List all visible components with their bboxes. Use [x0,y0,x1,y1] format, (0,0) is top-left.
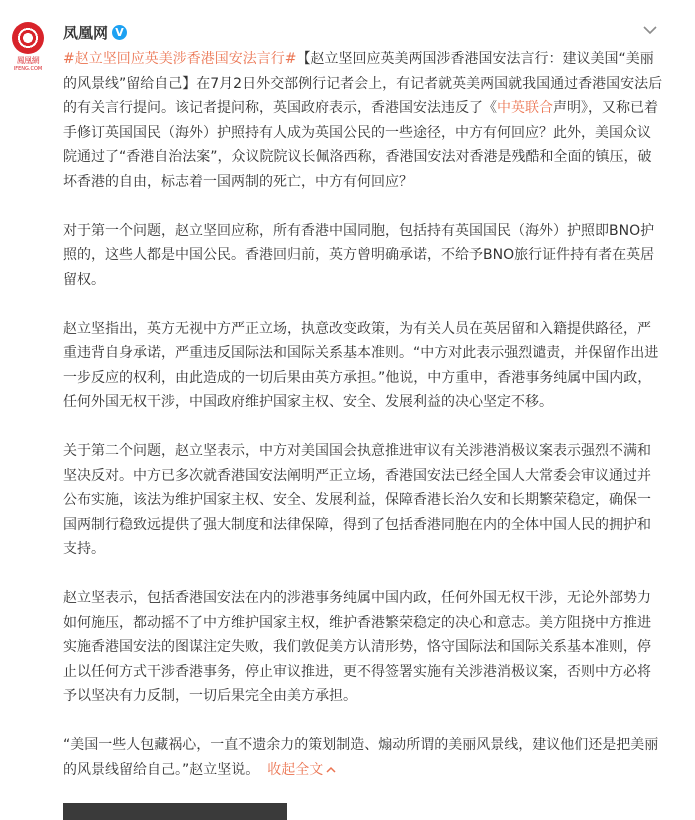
post-paragraph-1 [63,47,663,194]
paragraph-text: “美国一些人包藏祸心，一直不遗余力的策划制造、煽动所谓的美丽风景线，建议他们还是把美丽的风景线留给自己。”赵立坚说。 [63,737,659,778]
avatar-logo-subtext: IFENG.COM [13,66,43,72]
phoenix-logo-icon [12,22,44,54]
post-content [63,47,663,782]
post-image-thumbnail[interactable] [63,803,287,820]
post-header [63,22,127,42]
post-paragraph-6 [63,733,663,782]
author-name[interactable]: 凤凰网 [63,23,109,42]
collapse-full-text-link[interactable] [267,762,337,778]
post-paragraph-3: 赵立坚指出，英方无视中方严正立场，执意改变政策，为有关人员在英居留和入籍提供路径，严重违背自身承诺，严重违反国际法和国际关系基本准则。“中方对此表示强烈谴责，并保留作出进一步反应的权利，由此造成的一切后果由英方承担。”他说，中方重申，香港事务纯属中国内政，任何外国无权干涉，中国政府维护国家主权、安全、发展利益的决心坚定不移。 [63,320,659,410]
topic-link[interactable]: #赵立坚回应英美涉香港国安法言行# [63,51,297,67]
chevron-up-icon [325,765,337,775]
collapse-label: 收起全文 [267,761,324,778]
keyword-link[interactable]: 中英联合 [497,100,553,116]
avatar-logo-text: 鳳凰網 [16,56,40,65]
paragraph-text: 【赵立坚回应英美两国涉香港国安法言行：建议美国“美丽的风景线”留给自己】在7月2日外交部例行记者会上，有记者就英美两国就我国通过香港国安法后的有关言行提问。该记者提问称，英国政府表示，香港国安法违反了《 [63,51,663,116]
post-paragraph-2: 对于第一个问题，赵立坚回应称，所有香港中国同胞，包括持有英国国民（海外）护照即BNO护照的，这些人都是中国公民。香港回归前，英方曾明确承诺，不给予BNO旅行证件持有者在英居留权。 [63,222,655,288]
post-paragraph-4: 关于第二个问题，赵立坚表示，中方对美国国会执意推进审议有关涉港消极议案表示强烈不满和坚决反对。中方已多次就香港国安法阐明严正立场，香港国安法已经全国人大常委会审议通过并公布实施，该法为维护国家主权、安全、发展利益，保障香港长治久安和长期繁荣稳定，确保一国两制行稳致远提供了强大制度和法律保障，得到了包括香港同胞在内的全体中国人民的拥护和支持。 [63,443,651,557]
post-paragraph-5: 赵立坚表示，包括香港国安法在内的涉港事务纯属中国内政，任何外国无权干涉，无论外部势力如何施压，都动摇不了中方维护国家主权，维护香港繁荣稳定的决心和意志。美方阻挠中方推进实施香港国安法的图谋注定失败，我们敦促美方认清形势，恪守国际法和国际关系基本准则，停止以任何方式干涉香港事务，停止审议推进，更不得签署实施有关涉港消极议案，否则中方必将予以坚决有力反制，一切后果完全由美方承担。 [63,590,651,704]
verified-badge-icon: V [112,25,127,40]
avatar[interactable] [8,22,48,72]
paragraph-text: 声明》，又称已着手修订英国国民（海外）护照持有人成为英国公民的一些途径，中方有何回应？此外，美国众议院通过了“香港自治法案”，众议院院议长佩洛西称，香港国安法对香港是残酷和全面的镇压，破坏香港的自由，标志着一国两制的死亡，中方有何回应？ [63,100,658,190]
chevron-down-icon[interactable] [640,22,660,38]
